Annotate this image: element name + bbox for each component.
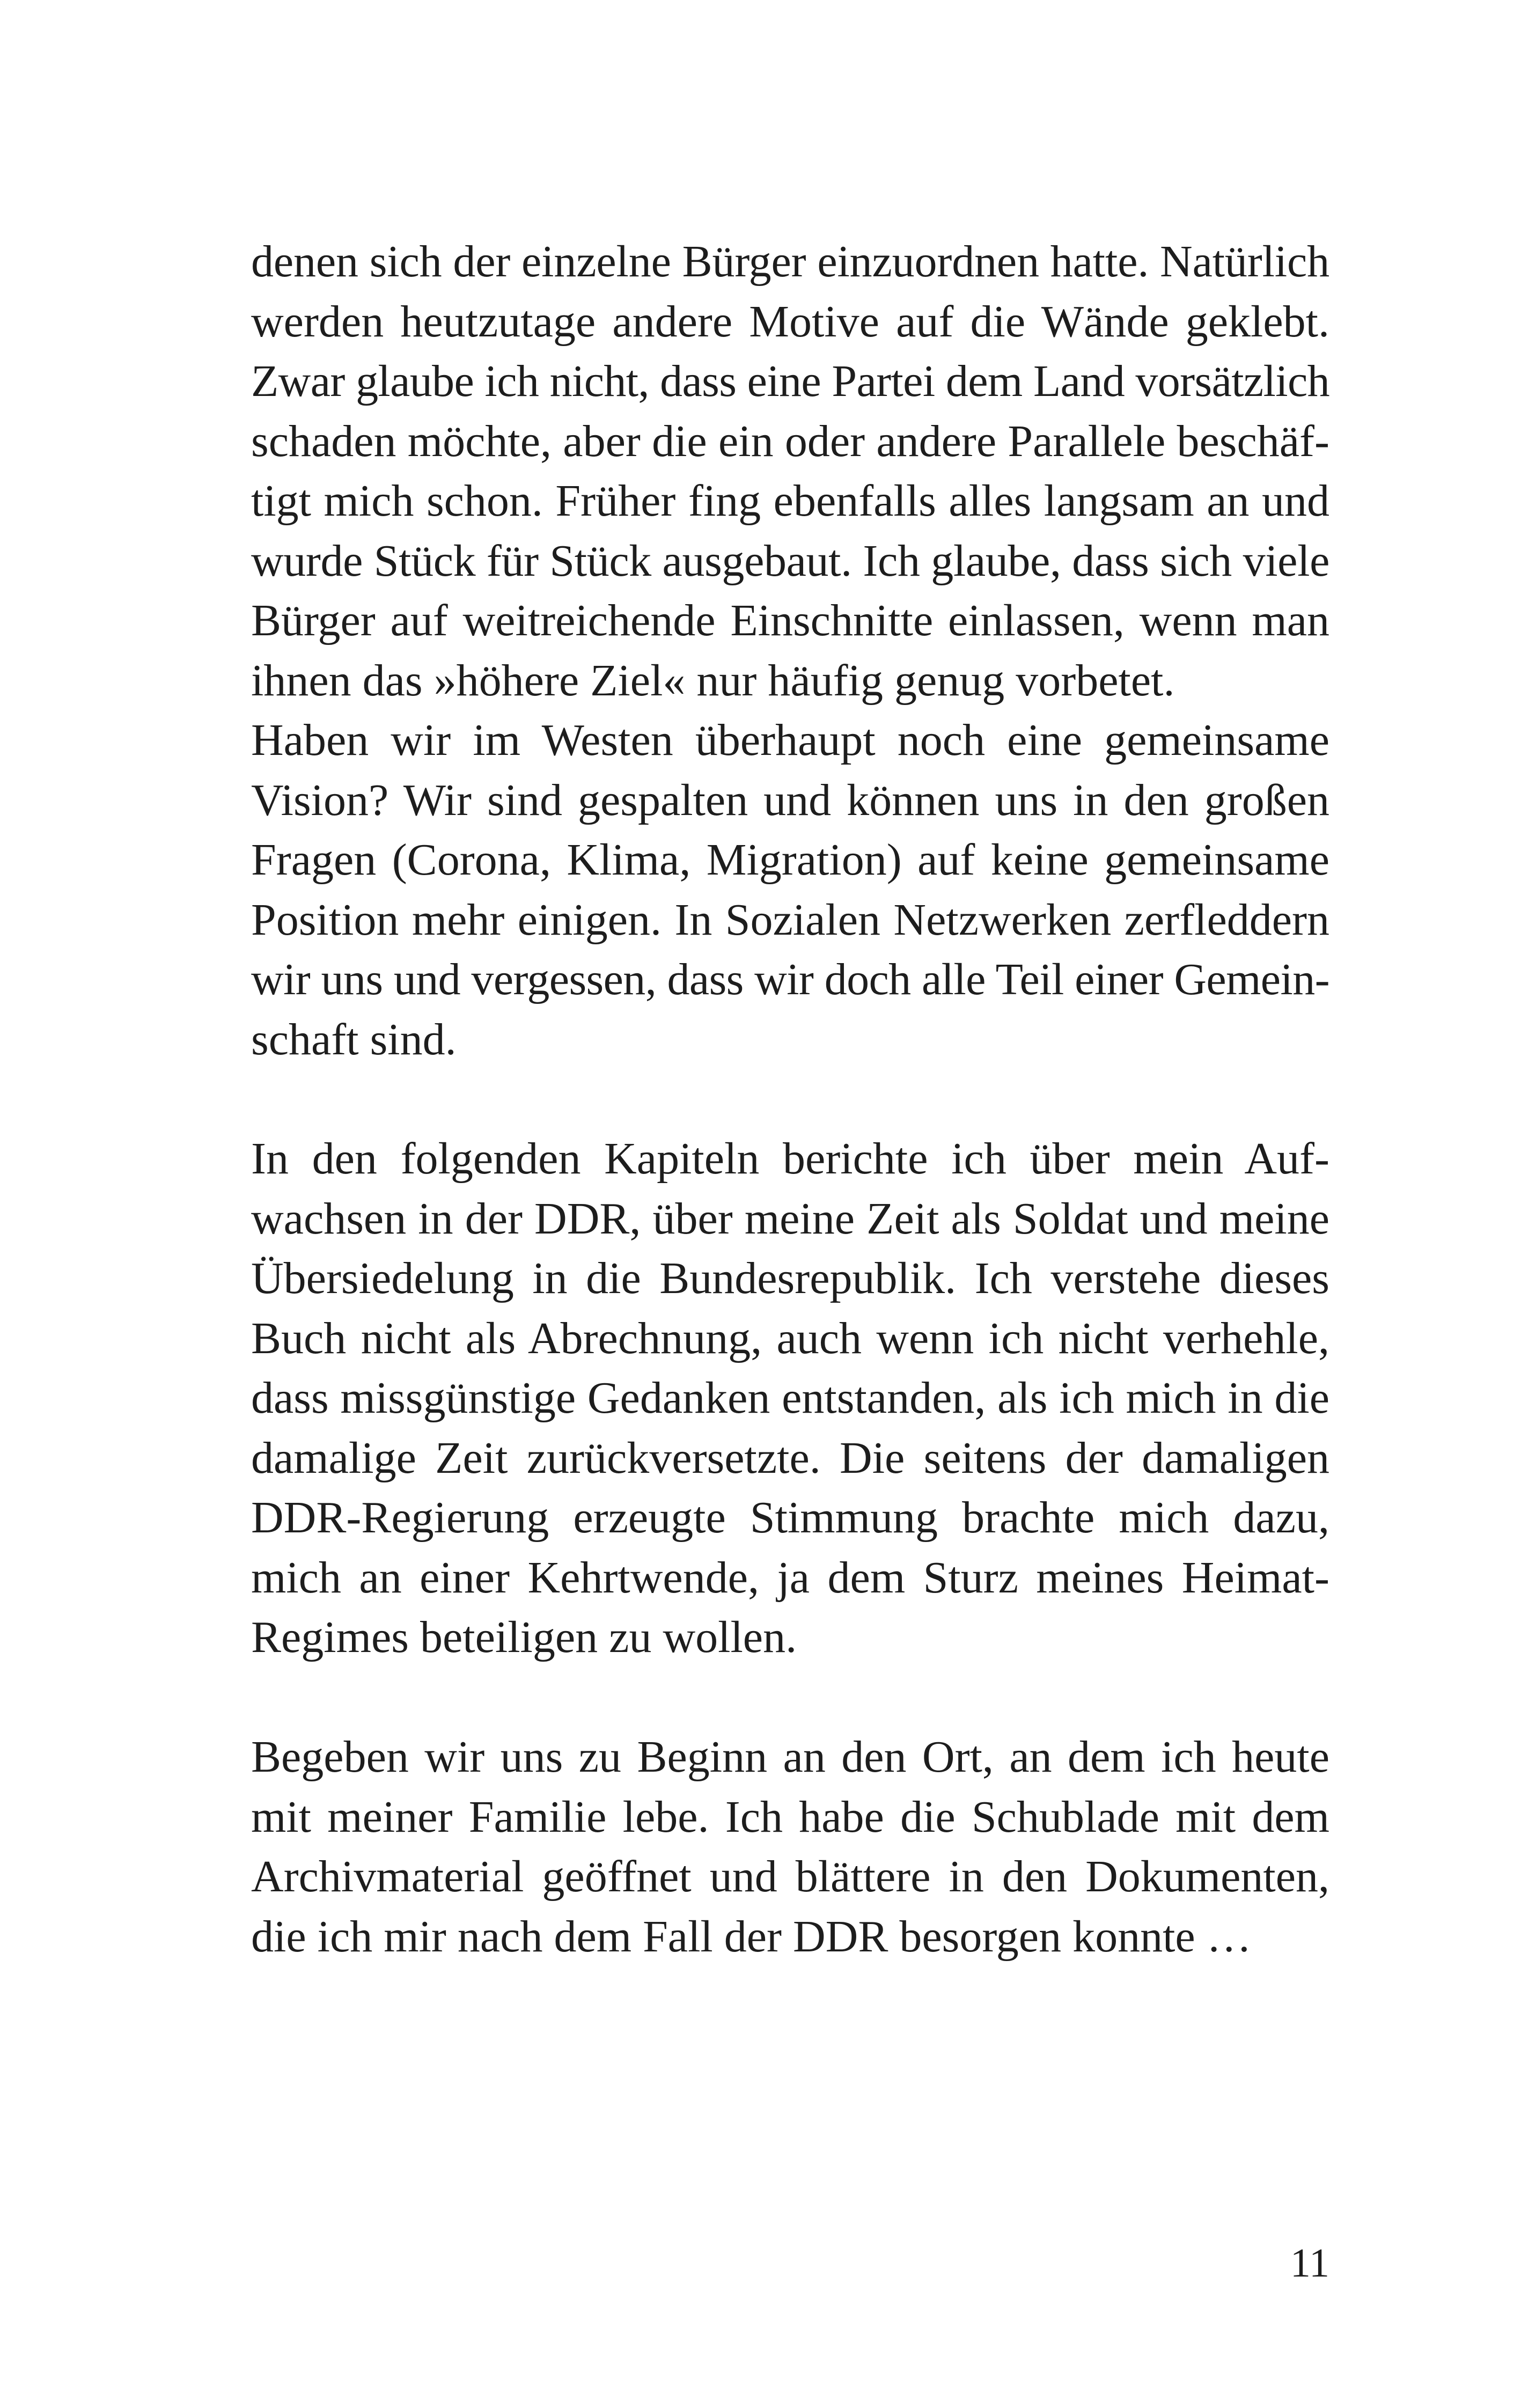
text-line: DDR-Regierung erzeugte Stimmung brachte mich dazu, — [251, 1493, 1329, 1543]
text-line: tigt mich schon. Früher fing ebenfalls alles langsam an und — [251, 476, 1329, 526]
text-line: schaden möchte, aber die ein oder andere Parallele beschäf- — [251, 416, 1329, 466]
text-line: die ich mir nach dem Fall der DDR besorgen konnte … — [251, 1911, 1252, 1962]
text-line: Begeben wir uns zu Beginn an den Ort, an dem ich heute — [251, 1732, 1329, 1782]
text-line: damalige Zeit zurückversetzte. Die seitens der damaligen — [251, 1433, 1329, 1483]
paragraph-2 — [251, 1129, 1329, 1668]
text-line: mich an einer Kehrtwende, ja dem Sturz meines Heimat- — [251, 1552, 1329, 1603]
paragraph-1 — [251, 232, 1329, 1069]
text-line: Übersiedelung in die Bundesrepublik. Ich verstehe dieses — [251, 1253, 1329, 1303]
text-line: Zwar glaube ich nicht, dass eine Partei dem Land vorsätzlich — [251, 356, 1329, 406]
text-line: denen sich der einzelne Bürger einzuordnen hatte. Natürlich — [251, 237, 1329, 287]
text-line: Regimes beteiligen zu wollen. — [251, 1612, 797, 1662]
text-line: Fragen (Corona, Klima, Migration) auf keine gemeinsame — [251, 835, 1329, 885]
text-line: Vision? Wir sind gespalten und können uns in den großen — [251, 775, 1329, 825]
text-line: ihnen das »höhere Ziel« nur häufig genug vorbetet. — [251, 655, 1175, 706]
text-line: Haben wir im Westen überhaupt noch eine gemeinsame — [251, 715, 1329, 765]
page-number: 11 — [1290, 2241, 1329, 2286]
text-line: Position mehr einigen. In Sozialen Netzwerken zerfleddern — [251, 894, 1329, 945]
text-line: Bürger auf weitreichende Einschnitte einlassen, wenn man — [251, 596, 1329, 645]
text-line: wir uns und vergessen, dass wir doch alle Teil einer Gemein- — [251, 955, 1329, 1004]
paragraph-3 — [251, 1727, 1329, 1966]
text-line: schaft sind. — [251, 1014, 457, 1064]
text-line: wachsen in der DDR, über meine Zeit als Soldat und meine — [251, 1193, 1329, 1244]
text-line: In den folgenden Kapiteln berichte ich über mein Auf- — [251, 1134, 1329, 1184]
text-line: dass missgünstige Gedanken entstanden, als ich mich in die — [251, 1373, 1329, 1423]
text-line: Buch nicht als Abrechnung, auch wenn ich nicht verhehle, — [251, 1313, 1329, 1363]
text-line: werden heutzutage andere Motive auf die Wände geklebt. — [251, 296, 1329, 347]
text-line: mit meiner Familie lebe. Ich habe die Schublade mit dem — [251, 1792, 1329, 1842]
text-line: wurde Stück für Stück ausgebaut. Ich glaube, dass sich viele — [251, 535, 1329, 586]
text-line: Archivmaterial geöffnet und blättere in den Dokumenten, — [251, 1852, 1329, 1902]
